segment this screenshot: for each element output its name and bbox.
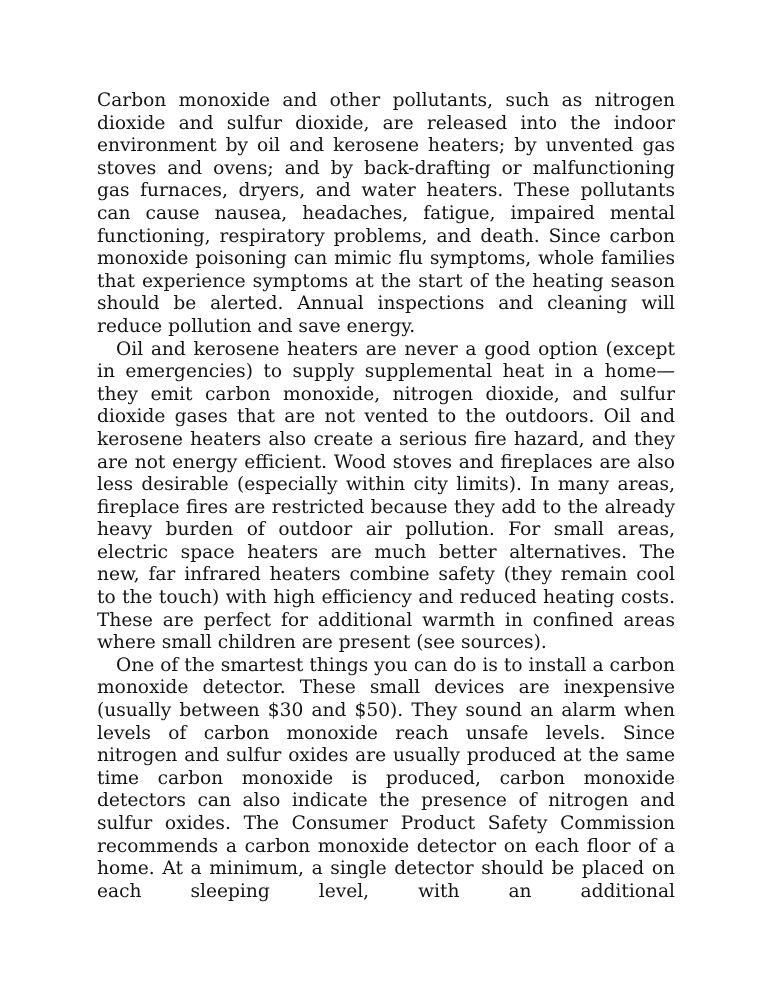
document-body — [97, 90, 675, 903]
paragraph-carbon-monoxide-detector: One of the smartest things you can do is to install a carbon monoxide detector. These small devices are inexpensive (usually between $30 and $50). They sound an alarm when levels of carbon monoxide reach unsafe levels. Since nitrogen and sulfur oxides are usually produced at the same time carbon monoxide is produced, carbon monoxide detectors can also indicate the presence of nitrogen and sulfur oxides. The Consumer Product Safety Commission recommends a carbon monoxide detector on each floor of a home. At a minimum, a single detector should be placed on each sleeping level, with an additional — [97, 654, 675, 902]
paragraph-carbon-monoxide-pollutants: Carbon monoxide and other pollutants, such as nitrogen dioxide and sulfur dioxide, are released into the indoor environment by oil and kerosene heaters; by unvented gas stoves and ovens; and by back-drafting or malfunctioning gas furnaces, dryers, and water heaters. These pollutants can cause nausea, headaches, fatigue, impaired mental functioning, respiratory problems, and death. Since carbon monoxide poisoning can mimic flu symptoms, whole families that experience symptoms at the start of the heating season should be alerted. Annual inspections and cleaning will reduce pollution and save energy. — [97, 90, 675, 337]
paragraph-oil-kerosene-heaters: Oil and kerosene heaters are never a good option (except in emergencies) to supply supplemental heat in a home—they emit carbon monoxide, nitrogen dioxide, and sulfur dioxide gases that are not vented to the outdoors. Oil and kerosene heaters also create a serious fire hazard, and they are not energy efficient. Wood stoves and fireplaces are also less desirable (especially within city limits). In many areas, fireplace fires are restricted because they add to the already heavy burden of outdoor air pollution. For small areas, electric space heaters are much better alternatives. The new, far infrared heaters combine safety (they remain cool to the touch) with high efficiency and reduced heating costs. These are perfect for additional warmth in confined areas where small children are present (see sources). — [97, 338, 675, 654]
